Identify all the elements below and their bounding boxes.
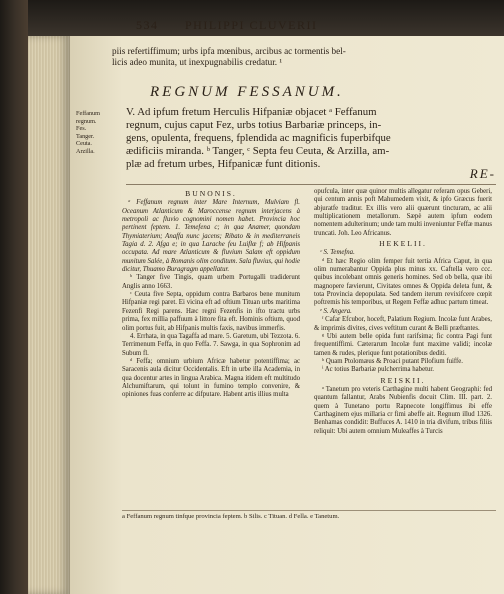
note-paragraph: ᵉ S. Angera. bbox=[320, 307, 352, 315]
note-paragraph: 4. Errhata, in qua Tagaffa ad mare. 5. Garetum, ubi Tezzota. 6. Terrimenum Feffa, in quo Feffa. 7. Sawga, in qua Sophronim ad Subum fl. bbox=[122, 332, 300, 357]
note-paragraph: ᵈ Feffa; omnium urbium Africæ habetur potentiffima; ac Saracenis aula dicitur Occidentalis. Eft in urbe illa Academia, in qua docentur artes in lingua Arabica. Magna itidem eft multitudo Alchumiftarum, qui tolunt in fumino templo convenire, & opiniones fuas conferre ac difputare. Habent artis illius multa bbox=[122, 357, 300, 399]
note-paragraph: ᶜ Ceuta five Septa, oppidum contra Barbaros bene munitum Hifpaniæ regi paret. Ei vicina eft ad oftium Tituan urbs maritima Fezenfi Regi parens. Hæc regni Fezenfis in ifto tractu urbs prima, fex millia paffuum à littore fita eft. Hominis oftium, quod olim portus fuit, ab Hifpanis multis faxis, navibus immerfis. bbox=[122, 291, 300, 332]
margin-note-line: Fes. bbox=[76, 125, 87, 133]
intro-line-3: gens, opulenta, frequens, fplendida ac magnificis fuperbifque bbox=[126, 132, 391, 144]
commentary-heading: HEKELII. bbox=[379, 239, 427, 249]
note-paragraph: ᵈ Et hæc Regio olim femper fuit tertia Africa Caput, in qua olim numerabantur Oppida plus minus xx. Caftella vero ccc. quibus incolebant omnis generis homines. Sed ob bella, quæ ibi magnopere fævierunt, Civitates omnes & Oppida deleta funt, & tota Provincia depopulata. Sed tandem iterum revixifcere cœpit poftremis his temporibus, ut Regem Feffæ adhuc partum timeat. bbox=[314, 257, 492, 307]
note-paragraph: ⁱ Ac totius Barbariæ pulcherrima habetur. bbox=[322, 366, 434, 374]
note-paragraph: ᵍ Ubi autem belle opida funt rarifsima; fic contra Pagi funt frequentiffimi. Cæterarum Incolæ funt maxime validi; incolæ tamen & rudes, plerique funt potationibus dediti. bbox=[314, 332, 492, 357]
intro-line-5: plæ ad fretum urbes, Hifpanicæ funt ditionis. bbox=[126, 158, 321, 170]
page-number: 534 bbox=[136, 18, 159, 32]
running-title: PHILIPPI CLUVERII bbox=[185, 18, 318, 32]
commentary-heading: REISKII. bbox=[380, 375, 426, 385]
section-title: REGNUM FESSANUM. bbox=[150, 84, 344, 100]
top-line-2: licis adeo munita, ut inexpugnabilis credatur. ¹ bbox=[112, 57, 283, 67]
note-paragraph: ᵃ Tanetum pro veteris Carthagine multi habent Geographi: fed quantum fallantur, Arabs Nubienfis docuit Clim. III. part. 2. quem à Tunetano portu Rapnecote longiffimus ibi effe Carthaginem ejus millaria cr fimi abeffe ait. Regnum illud 1326. Benhamas condidit: Buffuces A. 1410 in tria divifum, tribus filiis reliquit: Ubi autem omnium Muleaffes à Turcis bbox=[314, 385, 492, 435]
margin-note-line: Arzilla. bbox=[76, 147, 95, 155]
column-rule bbox=[126, 184, 496, 185]
intro-line-2: regnum, cujus caput Fez, urbs totius Barbariæ princeps, in- bbox=[126, 119, 382, 131]
commentary-heading: BUNONIS. bbox=[185, 189, 237, 198]
catchword: RE- bbox=[469, 166, 496, 181]
footnote: a Feffanum regnum tinfque provincia feptem. b Silis. c Tituan. d Fella. e Tanetum. bbox=[122, 510, 496, 521]
margin-note-line: Tanger. bbox=[76, 132, 95, 140]
intro-line-1: V. Ad ipfum fretum Herculis Hifpaniæ objacet ᵃ Feffanum bbox=[126, 106, 377, 118]
right-column bbox=[314, 188, 492, 436]
margin-note-line: Ceuta. bbox=[76, 140, 92, 148]
page-stack-edge bbox=[28, 36, 70, 594]
note-paragraph: opufcula, inter quæ quinor multis allegatur referam opus Geberi, qui centum annis poft Mahumedem vixit, & ipfo Græcus fuerit abjuratfe traditur. Ex illis vero alii quærunt tincturam, ac alii multiplicationem metallorum. Sæpè autem ipfum eodem nomentem adulterinum; unde tam multi inveniuntur Feffæ manus truncati. Joh. Leo Africanus. bbox=[314, 188, 492, 237]
note-paragraph: ᶠ Cafar Efcubor, hoceft, Palatium Regium. Incolæ funt Arabes, & imprimis divites, cives veftitum curant & Belli præftantes. bbox=[314, 316, 492, 332]
margin-note-line: regnum. bbox=[76, 117, 97, 125]
left-column bbox=[122, 188, 300, 400]
margin-note bbox=[76, 110, 116, 156]
note-paragraph: ᶜ S. Temefna. bbox=[320, 249, 355, 257]
running-header bbox=[136, 18, 496, 33]
top-line-1: piis refertiffimum; urbs ipfa mœnibus, arcibus ac tormentis bel- bbox=[112, 46, 346, 56]
note-paragraph: ʰ Quam Ptolomæus & Proaci putant Pilofium fuiffe. bbox=[322, 357, 464, 365]
margin-note-line: Feffanum bbox=[76, 110, 100, 117]
book-spine-edge bbox=[0, 0, 28, 594]
note-paragraph: ᵇ Tanger five Tingis, quam urbem Portugalli tradiderunt Anglis anno 1663. bbox=[122, 274, 300, 290]
intro-line-4: ædificiis miranda. ᵇ Tanger, ᶜ Septa feu Ceuta, & Arzilla, am- bbox=[126, 145, 390, 157]
note-paragraph: ᵃ Feffanum regnum inter Mare Internum, Mulviam fl. Oceanum Atlanticum & Maroccense regnum interjacens à metropoli ac fluvio cognomini nomen habet. Provincia hoc pertinent feptem. 1. Temefena c; in qua Anamer, quondam Thymiaterium; Anaffa nunc jacens; Ribato & in mediterraneis Tagia d. 2. Afga e; in qua Larache feu Luiflæ f; ab Hifpanis occupata. Ad mare Atlanticum & fluvium Salam eft oppidum munitum Salée, à Romanis olim conditum. Sala fluvius, qui hodie dicitur, Thuamo Buragragm appellatur. bbox=[122, 199, 300, 274]
